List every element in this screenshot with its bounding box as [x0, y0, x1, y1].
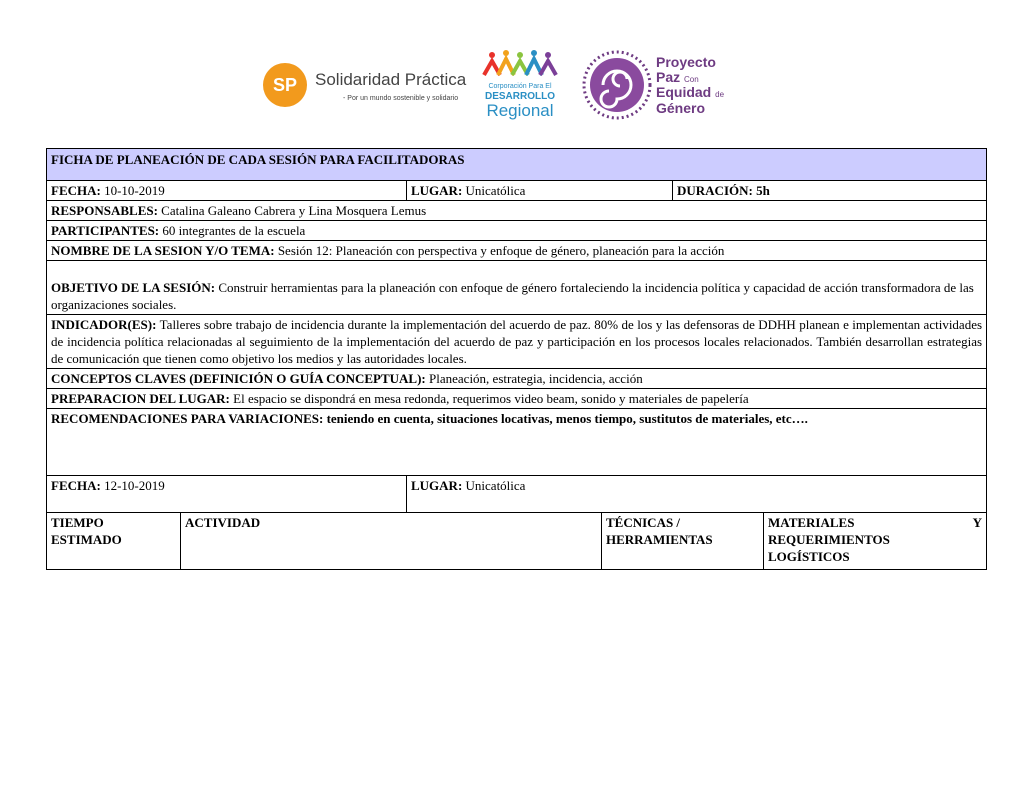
col-tecnicas: TÉCNICAS / HERRAMIENTAS	[602, 513, 764, 570]
desarrollo-regional-logo	[476, 49, 564, 123]
conceptos-cell: CONCEPTOS CLAVES (DEFINICIÓN O GUÍA CONCEPTUAL): Planeación, estrategia, incidencia, acción	[47, 369, 987, 389]
preparacion-cell: PREPARACION DEL LUGAR: El espacio se dispondrá en mesa redonda, requerimos video beam, sonido y materiales de papelería	[47, 389, 987, 409]
planning-form	[46, 148, 987, 570]
responsables-cell: RESPONSABLES: Catalina Galeano Cabrera y Lina Mosquera Lemus	[47, 201, 987, 221]
conceptos-row	[47, 369, 987, 389]
spiral-icon	[580, 48, 654, 122]
indicador-row	[47, 315, 987, 369]
nombre-row	[47, 241, 987, 261]
pp-line1: Proyecto	[656, 54, 716, 70]
pp-line3: Equidad de	[656, 84, 725, 100]
col-materiales: MATERIALES Y REQUERIMIENTOS LOGÍSTICOS	[764, 513, 987, 570]
participantes-cell: PARTICIPANTES: 60 integrantes de la escuela	[47, 221, 987, 241]
pp-line4: Género	[656, 100, 706, 116]
logo-bar	[0, 45, 1024, 125]
objetivo-cell: OBJETIVO DE LA SESIÓN: Construir herramientas para la planeación con enfoque de género fortaleciendo la incidencia política y capacidad de acción transformadora de las organizaciones sociales.	[47, 261, 987, 315]
sp-badge: SP	[263, 63, 307, 107]
objetivo-row	[47, 261, 987, 315]
lugar2-cell: LUGAR: Unicatólica	[407, 476, 987, 513]
responsables-row	[47, 201, 987, 221]
preparacion-row	[47, 389, 987, 409]
lugar-cell: LUGAR: Unicatólica	[407, 181, 673, 201]
recomendaciones-row	[47, 409, 987, 476]
form-title-row	[47, 149, 987, 181]
indicador-cell: INDICADOR(ES): Talleres sobre trabajo de incidencia durante la implementación del acuerdo de paz. 80% de los y las defensoras de DDHH planean e implementan actividades de incidencia política relacionadas al seguimiento de la implementación del acuerdo de paz y participación en los procesos locales relacionados. También desarrollan estrategias de comunicación que tienen como objetivo los medios y las autoridades locales.	[47, 315, 987, 369]
date2-row	[47, 476, 987, 513]
fecha-cell: FECHA: 10-10-2019	[47, 181, 407, 201]
cdr-line3: Regional	[486, 101, 554, 120]
col-tiempo: TIEMPO ESTIMADO	[47, 513, 181, 570]
activity-header-row	[47, 513, 987, 570]
pp-line2: Paz Con	[656, 69, 699, 85]
form-title: FICHA DE PLANEACIÓN DE CADA SESIÓN PARA FACILITADORAS	[47, 149, 987, 181]
sp-tagline: - Por un mundo sostenible y solidario	[343, 95, 459, 102]
nombre-cell: NOMBRE DE LA SESION Y/O TEMA: Sesión 12: Planeación con perspectiva y enfoque de género, planeación para la acción	[47, 241, 987, 261]
duracion-cell: DURACIÓN: 5h	[673, 181, 987, 201]
recomendaciones-cell: RECOMENDACIONES PARA VARIACIONES: teniendo en cuenta, situaciones locativas, menos tiempo, sustitutos de materiales, etc….	[47, 409, 987, 476]
date-row	[47, 181, 987, 201]
participantes-row	[47, 221, 987, 241]
figures-icon	[480, 49, 560, 83]
col-actividad: ACTIVIDAD	[181, 513, 602, 570]
cdr-line1: Corporación Para El	[488, 83, 552, 90]
cdr-line2: DESARROLLO	[485, 91, 555, 102]
sp-name: Solidaridad Práctica	[315, 70, 467, 89]
fecha2-cell: FECHA: 12-10-2019	[47, 476, 407, 513]
